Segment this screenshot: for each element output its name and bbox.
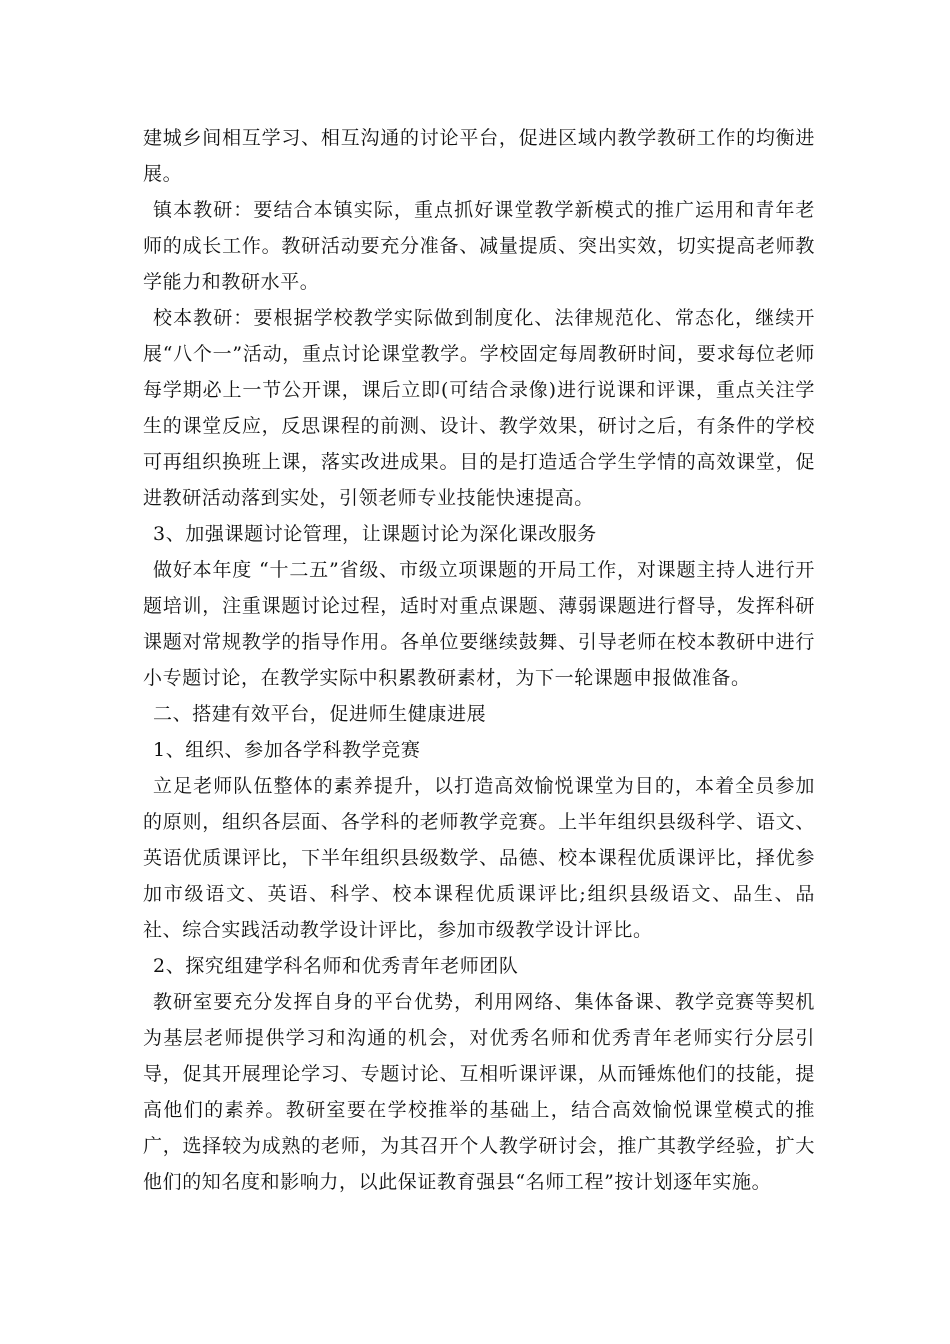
heading-topic-management: 3、加强课题讨论管理，让课题讨论为深化课改服务 <box>153 523 597 545</box>
paragraph-town-research: 镇本教研：要结合本镇实际，重点抓好课堂教学新模式的推广运用和青年老师的成长工作。教研活动要充分准备、减量提质、突出实效，切实提高老师教学能力和教研水平。 <box>143 199 815 293</box>
paragraph-competition: 立足老师队伍整体的素养提升，以打造高效愉悦课堂为目的，本着全员参加的原则，组织各层面、各学科的老师教学竞赛。上半年组织县级科学、语文、英语优质课评比，下半年组织县级数学、品德、校本课程优质课评比，择优参加市级语文、英语、科学、校本课程优质课评比;组织县级语文、品生、品社、综合实践活动教学设计评比，参加市级教学设计评比。 <box>143 775 815 941</box>
paragraph-school-research: 校本教研：要根据学校教学实际做到制度化、法律规范化、常态化，继续开展“八个一”活动，重点讨论课堂教学。学校固定每周教研时间，要求每位老师每学期必上一节公开课，课后立即(可结合录像)进行说课和评课，重点关注学生的课堂反应，反思课程的前测、设计、教学效果，研讨之后，有条件的学校可再组织换班上课，落实改进成果。目的是打造适合学生学情的高效课堂，促进教研活动落到实处，引领老师专业技能快速提高。 <box>143 307 815 509</box>
heading-teaching-competition: 1、组织、参加各学科教学竞赛 <box>153 739 421 761</box>
paragraph-continuation: 建城乡间相互学习、相互沟通的讨论平台，促进区域内教学教研工作的均衡进展。 <box>143 127 815 185</box>
paragraph-teacher-team: 教研室要充分发挥自身的平台优势，利用网络、集体备课、教学竞赛等契机为基层老师提供学习和沟通的机会，对优秀名师和优秀青年老师实行分层引导，促其开展理论学习、专题讨论、互相听课评课，从而锤炼他们的技能，提高他们的素养。教研室要在学校推举的基础上，结合高效愉悦课堂模式的推广，选择较为成熟的老师，为其召开个人教学研讨会，推广其教学经验，扩大他们的知名度和影响力，以此保证教育强县“名师工程”按计划逐年实施。 <box>143 991 815 1193</box>
paragraph-topic-work: 做好本年度 “十二五”省级、市级立项课题的开局工作，对课题主持人进行开题培训，注重课题讨论过程，适时对重点课题、薄弱课题进行督导，发挥科研课题对常规教学的指导作用。各单位要继续鼓舞、引导老师在校本教研中进行小专题讨论，在教学实际中积累教研素材，为下一轮课题申报做准备。 <box>143 559 815 689</box>
document-body <box>143 120 815 1200</box>
heading-section-two: 二、搭建有效平台，促进师生健康进展 <box>153 703 487 725</box>
heading-teacher-team: 2、探究组建学科名师和优秀青年老师团队 <box>153 955 519 977</box>
